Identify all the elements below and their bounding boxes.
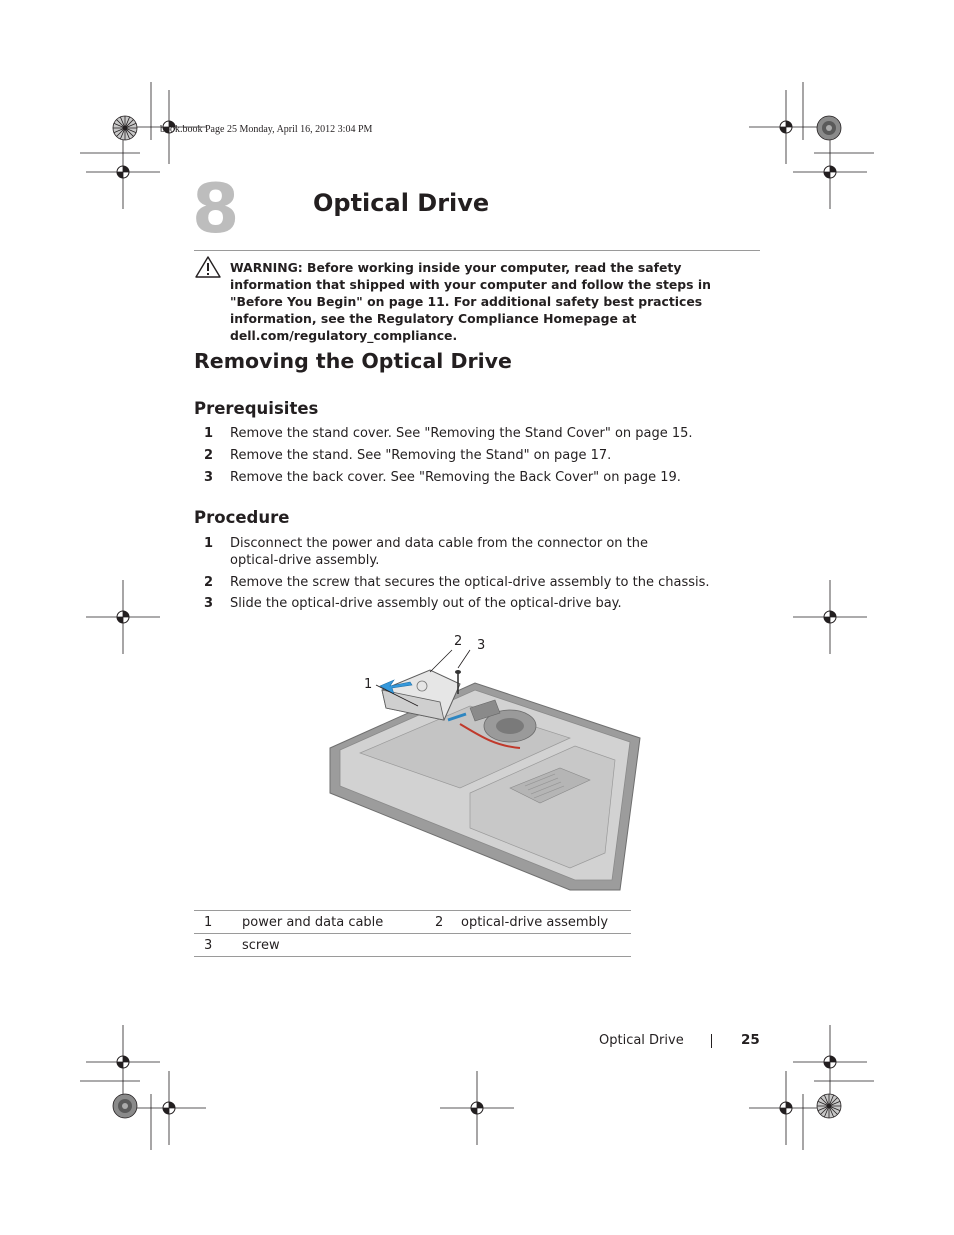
step-text: Remove the stand. See "Removing the Stand" on page 17. (230, 448, 612, 463)
chapter-title: Optical Drive (313, 189, 490, 217)
figure-callout-1: 1 (364, 677, 373, 692)
legend-num: 1 (194, 911, 242, 934)
step-text: Remove the back cover. See "Removing the Back Cover" on page 19. (230, 470, 681, 485)
legend-label: power and data cable (242, 911, 427, 934)
footer-chapter-title: Optical Drive (599, 1033, 684, 1048)
legend-label: screw (242, 934, 427, 957)
step-number: 1 (204, 426, 214, 441)
legend-num: 3 (194, 934, 242, 957)
step-number: 2 (204, 448, 214, 463)
step-number: 3 (204, 470, 214, 485)
section-title: Removing the Optical Drive (194, 349, 512, 373)
step-number: 2 (204, 575, 214, 590)
optical-drive-illustration (320, 628, 650, 896)
figure-callout-3: 3 (477, 638, 486, 653)
step-text: Remove the screw that secures the optical-drive assembly to the chassis. (230, 575, 710, 590)
figure-legend-table (194, 910, 631, 957)
procedure-heading: Procedure (194, 508, 290, 527)
page-number: 25 (741, 1032, 760, 1048)
figure-callout-2: 2 (454, 634, 463, 649)
table-row (194, 934, 631, 957)
table-row (194, 911, 631, 934)
warning-triangle-icon (194, 255, 222, 279)
legend-num (427, 934, 461, 957)
legend-label: optical-drive assembly (461, 911, 631, 934)
legend-label (461, 934, 631, 957)
legend-num: 2 (427, 911, 461, 934)
prerequisites-heading: Prerequisites (194, 399, 319, 418)
chapter-number: 8 (192, 170, 240, 249)
print-header: book.book Page 25 Monday, April 16, 2012 3:04 PM (160, 124, 373, 135)
chapter-rule (194, 250, 760, 251)
step-text: Remove the stand cover. See "Removing the Stand Cover" on page 15. (230, 426, 693, 441)
step-number: 3 (204, 596, 214, 611)
step-text: Slide the optical-drive assembly out of the optical-drive bay. (230, 596, 622, 611)
step-text: Disconnect the power and data cable from the connector on the optical-drive assembly. (230, 536, 649, 568)
step-number: 1 (204, 536, 214, 551)
warning-text: WARNING: Before working inside your computer, read the safety information that shipped with your computer and follow the steps in "Before You Begin" on page 11. For additional safety best practices information, see the Regulatory Compliance Homepage at dell.com/regulatory_compliance. (230, 260, 711, 343)
footer-separator (711, 1034, 712, 1048)
